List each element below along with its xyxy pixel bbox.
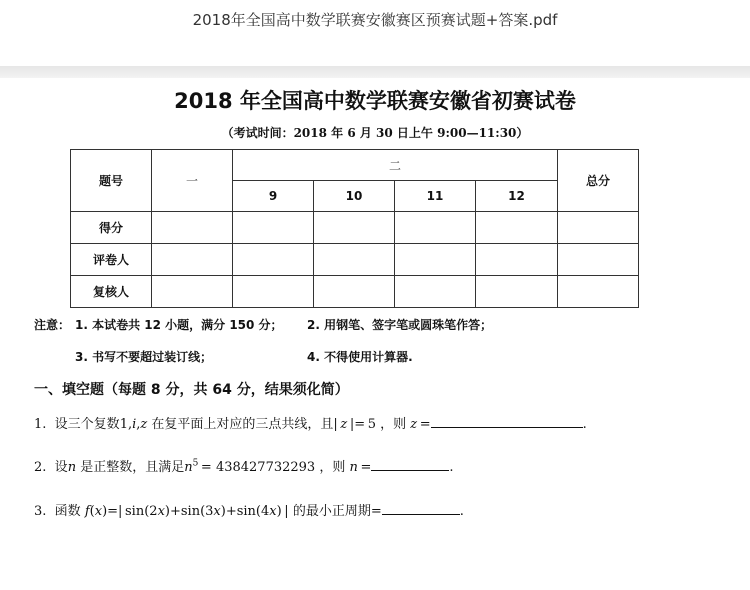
- question-number: 1.: [34, 417, 47, 432]
- section-heading-fill-in: 一、填空题（每题 8 分，共 64 分，结果须化简）: [34, 382, 349, 398]
- question-text: 在复平面上对应的三点共线，且: [151, 417, 334, 432]
- note-4: 4. 不得使用计算器.: [307, 350, 413, 364]
- question-2: 2. 设n 是正整数，且满足$n^5 = 438427732293$ ，则 n = .: [34, 458, 454, 475]
- note-2: 2. 用钢笔、签字笔或圆珠笔作答；: [307, 318, 493, 332]
- document-title: 2018 年全国高中数学联赛安徽省初赛试卷: [174, 89, 576, 113]
- score-cell[interactable]: [152, 212, 233, 244]
- header-part-one: 一: [152, 150, 233, 212]
- row-label-grader: 评卷人: [71, 244, 152, 276]
- question-number: 3.: [34, 504, 47, 519]
- answer-blank[interactable]: [382, 502, 460, 515]
- table-row: [71, 212, 639, 244]
- question-text: 的最小正周期: [292, 504, 371, 519]
- viewer-header: [0, 0, 750, 66]
- score-cell[interactable]: [395, 212, 476, 244]
- grader-cell[interactable]: [314, 244, 395, 276]
- page-separator: [0, 66, 750, 78]
- reviewer-cell[interactable]: [395, 276, 476, 308]
- reviewer-cell[interactable]: [558, 276, 639, 308]
- question-text: 函数: [54, 504, 81, 519]
- answer-blank[interactable]: [431, 415, 583, 428]
- file-title: 2018年全国高中数学联赛安徽赛区预赛试题+答案.pdf: [192, 11, 558, 29]
- note-1: 1. 本试卷共 12 小题，满分 150 分；: [75, 318, 283, 332]
- question-1: 1. 设三个复数1,i,z 在复平面上对应的三点共线，且| z |= 5 ，则 z = .: [34, 417, 587, 432]
- reviewer-cell[interactable]: [233, 276, 314, 308]
- score-cell[interactable]: [314, 212, 395, 244]
- row-label-score: 得分: [71, 212, 152, 244]
- score-cell[interactable]: [476, 212, 558, 244]
- subheader-9: 9: [233, 181, 314, 212]
- question-3: 3. 函数 f(x)=| sin(2x)+sin(3x)+sin(4x) | 的最小正周期= .: [34, 504, 464, 519]
- question-text: ，则: [380, 417, 407, 432]
- grader-cell[interactable]: [476, 244, 558, 276]
- grader-cell[interactable]: [233, 244, 314, 276]
- header-tihao: 题号: [71, 150, 152, 212]
- grader-cell[interactable]: [395, 244, 476, 276]
- reviewer-cell[interactable]: [152, 276, 233, 308]
- subheader-10: 10: [314, 181, 395, 212]
- answer-blank[interactable]: [371, 458, 449, 471]
- exam-time: （考试时间：2018 年 6 月 30 日上午 9:00—11:30）: [221, 126, 529, 140]
- note-3: 3. 书写不要超过装订线；: [75, 350, 213, 364]
- notes-label: 注意：: [34, 318, 71, 332]
- row-label-reviewer: 复核人: [71, 276, 152, 308]
- question-text: 设: [54, 460, 68, 475]
- score-cell[interactable]: [233, 212, 314, 244]
- question-text: ，则: [319, 460, 346, 475]
- table-row: [71, 276, 639, 308]
- subheader-12: 12: [476, 181, 558, 212]
- header-part-two: 二: [233, 150, 558, 181]
- reviewer-cell[interactable]: [476, 276, 558, 308]
- subheader-11: 11: [395, 181, 476, 212]
- score-table: [70, 149, 639, 308]
- question-text: 设三个复数: [54, 417, 120, 432]
- reviewer-cell[interactable]: [314, 276, 395, 308]
- grader-cell[interactable]: [152, 244, 233, 276]
- score-cell[interactable]: [558, 212, 639, 244]
- header-total: 总分: [558, 150, 639, 212]
- grader-cell[interactable]: [558, 244, 639, 276]
- question-number: 2.: [34, 460, 47, 475]
- table-row: [71, 244, 639, 276]
- question-text: 是正整数，且满足: [80, 460, 185, 475]
